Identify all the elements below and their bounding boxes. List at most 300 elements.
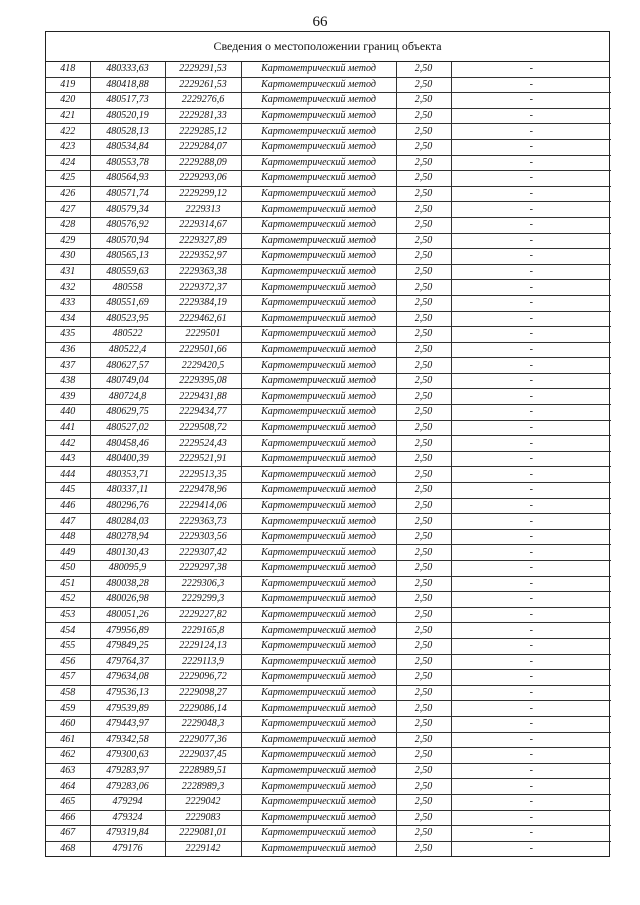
x-coordinate-cell: 479536,13 bbox=[90, 685, 165, 701]
y-coordinate-cell: 2229096,72 bbox=[165, 670, 241, 686]
table-row bbox=[46, 545, 611, 561]
y-coordinate-cell: 2229086,14 bbox=[165, 701, 241, 717]
x-coordinate-cell: 479319,84 bbox=[90, 826, 165, 842]
table-row bbox=[46, 685, 611, 701]
x-coordinate-cell: 480558 bbox=[90, 280, 165, 296]
point-number-cell: 457 bbox=[46, 670, 90, 686]
x-coordinate-cell: 479956,89 bbox=[90, 623, 165, 639]
note-cell: - bbox=[451, 592, 611, 608]
table-row bbox=[46, 327, 611, 343]
accuracy-cell: 2,50 bbox=[396, 716, 451, 732]
x-coordinate-cell: 480528,13 bbox=[90, 124, 165, 140]
note-cell: - bbox=[451, 763, 611, 779]
method-cell: Картометрический метод bbox=[241, 171, 396, 187]
y-coordinate-cell: 2229524,43 bbox=[165, 436, 241, 452]
point-number-cell: 421 bbox=[46, 108, 90, 124]
accuracy-cell: 2,50 bbox=[396, 514, 451, 530]
note-cell: - bbox=[451, 342, 611, 358]
note-cell: - bbox=[451, 373, 611, 389]
accuracy-cell: 2,50 bbox=[396, 748, 451, 764]
point-number-cell: 451 bbox=[46, 576, 90, 592]
point-number-cell: 420 bbox=[46, 93, 90, 109]
point-number-cell: 418 bbox=[46, 62, 90, 77]
table-row bbox=[46, 763, 611, 779]
point-number-cell: 464 bbox=[46, 779, 90, 795]
table-row bbox=[46, 373, 611, 389]
method-cell: Картометрический метод bbox=[241, 576, 396, 592]
y-coordinate-cell: 2229297,38 bbox=[165, 561, 241, 577]
accuracy-cell: 2,50 bbox=[396, 451, 451, 467]
method-cell: Картометрический метод bbox=[241, 155, 396, 171]
method-cell: Картометрический метод bbox=[241, 202, 396, 218]
y-coordinate-cell: 2229165,8 bbox=[165, 623, 241, 639]
method-cell: Картометрический метод bbox=[241, 592, 396, 608]
table-row bbox=[46, 202, 611, 218]
method-cell: Картометрический метод bbox=[241, 670, 396, 686]
point-number-cell: 444 bbox=[46, 467, 90, 483]
note-cell: - bbox=[451, 171, 611, 187]
accuracy-cell: 2,50 bbox=[396, 732, 451, 748]
note-cell: - bbox=[451, 108, 611, 124]
x-coordinate-cell: 480570,94 bbox=[90, 233, 165, 249]
note-cell: - bbox=[451, 826, 611, 842]
accuracy-cell: 2,50 bbox=[396, 483, 451, 499]
x-coordinate-cell: 480523,95 bbox=[90, 311, 165, 327]
x-coordinate-cell: 479324 bbox=[90, 810, 165, 826]
x-coordinate-cell: 480026,98 bbox=[90, 592, 165, 608]
table-row bbox=[46, 451, 611, 467]
method-cell: Картометрический метод bbox=[241, 405, 396, 421]
table-row bbox=[46, 124, 611, 140]
method-cell: Картометрический метод bbox=[241, 794, 396, 810]
accuracy-cell: 2,50 bbox=[396, 186, 451, 202]
point-number-cell: 439 bbox=[46, 389, 90, 405]
accuracy-cell: 2,50 bbox=[396, 607, 451, 623]
point-number-cell: 467 bbox=[46, 826, 90, 842]
method-cell: Картометрический метод bbox=[241, 373, 396, 389]
y-coordinate-cell: 2229501,66 bbox=[165, 342, 241, 358]
table-row bbox=[46, 748, 611, 764]
method-cell: Картометрический метод bbox=[241, 108, 396, 124]
accuracy-cell: 2,50 bbox=[396, 373, 451, 389]
accuracy-cell: 2,50 bbox=[396, 701, 451, 717]
point-number-cell: 446 bbox=[46, 498, 90, 514]
x-coordinate-cell: 480095,9 bbox=[90, 561, 165, 577]
table-row bbox=[46, 576, 611, 592]
accuracy-cell: 2,50 bbox=[396, 139, 451, 155]
method-cell: Картометрический метод bbox=[241, 93, 396, 109]
note-cell: - bbox=[451, 93, 611, 109]
method-cell: Картометрический метод bbox=[241, 716, 396, 732]
point-number-cell: 436 bbox=[46, 342, 90, 358]
x-coordinate-cell: 480576,92 bbox=[90, 217, 165, 233]
y-coordinate-cell: 2229501 bbox=[165, 327, 241, 343]
table-row bbox=[46, 249, 611, 265]
method-cell: Картометрический метод bbox=[241, 311, 396, 327]
point-number-cell: 441 bbox=[46, 420, 90, 436]
x-coordinate-cell: 480629,75 bbox=[90, 405, 165, 421]
x-coordinate-cell: 480627,57 bbox=[90, 358, 165, 374]
note-cell: - bbox=[451, 498, 611, 514]
accuracy-cell: 2,50 bbox=[396, 202, 451, 218]
point-number-cell: 424 bbox=[46, 155, 90, 171]
point-number-cell: 454 bbox=[46, 623, 90, 639]
accuracy-cell: 2,50 bbox=[396, 685, 451, 701]
x-coordinate-cell: 479176 bbox=[90, 841, 165, 856]
y-coordinate-cell: 2229113,9 bbox=[165, 654, 241, 670]
table-row bbox=[46, 779, 611, 795]
accuracy-cell: 2,50 bbox=[396, 108, 451, 124]
y-coordinate-cell: 2229293,06 bbox=[165, 171, 241, 187]
point-number-cell: 434 bbox=[46, 311, 90, 327]
point-number-cell: 448 bbox=[46, 529, 90, 545]
note-cell: - bbox=[451, 779, 611, 795]
point-number-cell: 432 bbox=[46, 280, 90, 296]
table-row bbox=[46, 623, 611, 639]
table-row bbox=[46, 405, 611, 421]
accuracy-cell: 2,50 bbox=[396, 405, 451, 421]
table-row bbox=[46, 295, 611, 311]
y-coordinate-cell: 2229299,12 bbox=[165, 186, 241, 202]
y-coordinate-cell: 2229284,07 bbox=[165, 139, 241, 155]
accuracy-cell: 2,50 bbox=[396, 420, 451, 436]
table-row bbox=[46, 217, 611, 233]
accuracy-cell: 2,50 bbox=[396, 389, 451, 405]
method-cell: Картометрический метод bbox=[241, 217, 396, 233]
point-number-cell: 427 bbox=[46, 202, 90, 218]
y-coordinate-cell: 2229261,53 bbox=[165, 77, 241, 93]
table-row bbox=[46, 280, 611, 296]
table-row bbox=[46, 794, 611, 810]
method-cell: Картометрический метод bbox=[241, 264, 396, 280]
y-coordinate-cell: 2229313 bbox=[165, 202, 241, 218]
point-number-cell: 463 bbox=[46, 763, 90, 779]
y-coordinate-cell: 2229414,06 bbox=[165, 498, 241, 514]
y-coordinate-cell: 2229314,67 bbox=[165, 217, 241, 233]
note-cell: - bbox=[451, 794, 611, 810]
x-coordinate-cell: 480418,88 bbox=[90, 77, 165, 93]
method-cell: Картометрический метод bbox=[241, 607, 396, 623]
y-coordinate-cell: 2229462,61 bbox=[165, 311, 241, 327]
note-cell: - bbox=[451, 420, 611, 436]
boundary-table-sheet bbox=[45, 31, 610, 857]
x-coordinate-cell: 479294 bbox=[90, 794, 165, 810]
note-cell: - bbox=[529, 842, 533, 854]
accuracy-cell: 2,50 bbox=[396, 826, 451, 842]
y-coordinate-cell: 2229291,53 bbox=[165, 62, 241, 77]
note-cell: - bbox=[451, 529, 611, 545]
x-coordinate-cell: 480400,39 bbox=[90, 451, 165, 467]
table-row bbox=[46, 389, 611, 405]
accuracy-cell: 2,50 bbox=[396, 280, 451, 296]
accuracy-cell: 2,50 bbox=[396, 342, 451, 358]
x-coordinate-cell: 480553,78 bbox=[90, 155, 165, 171]
point-number-cell: 430 bbox=[46, 249, 90, 265]
table-row bbox=[46, 670, 611, 686]
note-cell: - bbox=[451, 810, 611, 826]
point-number-cell: 468 bbox=[46, 841, 90, 856]
point-number-cell: 438 bbox=[46, 373, 90, 389]
table-row bbox=[46, 171, 611, 187]
point-number-cell: 461 bbox=[46, 732, 90, 748]
accuracy-cell: 2,50 bbox=[396, 436, 451, 452]
y-coordinate-cell: 2228989,3 bbox=[165, 779, 241, 795]
y-coordinate-cell: 2229306,3 bbox=[165, 576, 241, 592]
accuracy-cell: 2,50 bbox=[396, 327, 451, 343]
note-cell: - bbox=[451, 233, 611, 249]
note-cell: - bbox=[451, 202, 611, 218]
accuracy-cell: 2,50 bbox=[396, 124, 451, 140]
accuracy-cell: 2,50 bbox=[396, 358, 451, 374]
table-row bbox=[46, 311, 611, 327]
note-cell: - bbox=[451, 389, 611, 405]
x-coordinate-cell: 479849,25 bbox=[90, 638, 165, 654]
table-row bbox=[46, 607, 611, 623]
note-cell: - bbox=[451, 217, 611, 233]
accuracy-cell: 2,50 bbox=[396, 794, 451, 810]
accuracy-cell: 2,50 bbox=[396, 498, 451, 514]
accuracy-cell: 2,50 bbox=[396, 171, 451, 187]
y-coordinate-cell: 2229142 bbox=[165, 841, 241, 856]
page-number: 66 bbox=[312, 14, 328, 30]
note-cell: - bbox=[451, 405, 611, 421]
table-row bbox=[46, 467, 611, 483]
x-coordinate-cell: 480522,4 bbox=[90, 342, 165, 358]
table-row bbox=[46, 233, 611, 249]
y-coordinate-cell: 2229508,72 bbox=[165, 420, 241, 436]
method-cell: Картометрический метод bbox=[241, 451, 396, 467]
accuracy-cell: 2,50 bbox=[396, 264, 451, 280]
y-coordinate-cell: 2229281,33 bbox=[165, 108, 241, 124]
y-coordinate-cell: 2229384,19 bbox=[165, 295, 241, 311]
x-coordinate-cell: 480284,03 bbox=[90, 514, 165, 530]
y-coordinate-cell: 2229307,42 bbox=[165, 545, 241, 561]
accuracy-cell: 2,50 bbox=[396, 249, 451, 265]
method-cell: Картометрический метод bbox=[241, 436, 396, 452]
note-cell: - bbox=[451, 249, 611, 265]
method-cell: Картометрический метод bbox=[241, 483, 396, 499]
x-coordinate-cell: 480278,94 bbox=[90, 529, 165, 545]
x-coordinate-cell: 480296,76 bbox=[90, 498, 165, 514]
note-cell: - bbox=[451, 186, 611, 202]
accuracy-cell: 2,50 bbox=[396, 654, 451, 670]
y-coordinate-cell: 2229431,88 bbox=[165, 389, 241, 405]
note-cell: - bbox=[451, 62, 611, 77]
y-coordinate-cell: 2229227,82 bbox=[165, 607, 241, 623]
y-coordinate-cell: 2229042 bbox=[165, 794, 241, 810]
table-row bbox=[46, 436, 611, 452]
table-row bbox=[46, 732, 611, 748]
point-number-cell: 437 bbox=[46, 358, 90, 374]
note-cell: - bbox=[451, 654, 611, 670]
accuracy-cell: 2,50 bbox=[396, 311, 451, 327]
x-coordinate-cell: 480337,11 bbox=[90, 483, 165, 499]
coordinates-table-body bbox=[46, 62, 611, 856]
method-cell: Картометрический метод bbox=[241, 732, 396, 748]
table-row bbox=[46, 108, 611, 124]
table-row bbox=[46, 654, 611, 670]
note-cell: - bbox=[451, 685, 611, 701]
point-number-cell: 449 bbox=[46, 545, 90, 561]
note-cell: - bbox=[451, 701, 611, 717]
table-row bbox=[46, 420, 611, 436]
x-coordinate-cell: 480749,04 bbox=[90, 373, 165, 389]
note-cell: - bbox=[451, 327, 611, 343]
point-number-cell: 431 bbox=[46, 264, 90, 280]
point-number-cell: 455 bbox=[46, 638, 90, 654]
method-cell: Картометрический метод bbox=[241, 233, 396, 249]
method-cell: Картометрический метод bbox=[241, 529, 396, 545]
method-cell: Картометрический метод bbox=[241, 295, 396, 311]
accuracy-cell: 2,50 bbox=[396, 763, 451, 779]
point-number-cell: 433 bbox=[46, 295, 90, 311]
y-coordinate-cell: 2229276,6 bbox=[165, 93, 241, 109]
table-row bbox=[46, 155, 611, 171]
method-cell: Картометрический метод bbox=[241, 685, 396, 701]
y-coordinate-cell: 2229048,3 bbox=[165, 716, 241, 732]
method-cell: Картометрический метод bbox=[241, 186, 396, 202]
method-cell: Картометрический метод bbox=[241, 327, 396, 343]
note-cell: - bbox=[451, 545, 611, 561]
table-row bbox=[46, 529, 611, 545]
point-number-cell: 443 bbox=[46, 451, 90, 467]
x-coordinate-cell: 479283,97 bbox=[90, 763, 165, 779]
note-cell: - bbox=[451, 576, 611, 592]
note-cell: - bbox=[451, 139, 611, 155]
method-cell: Картометрический метод bbox=[241, 139, 396, 155]
method-cell: Картометрический метод bbox=[241, 623, 396, 639]
accuracy-cell: 2,50 bbox=[396, 638, 451, 654]
method-cell: Картометрический метод bbox=[241, 701, 396, 717]
y-coordinate-cell: 2229327,89 bbox=[165, 233, 241, 249]
x-coordinate-cell: 480579,34 bbox=[90, 202, 165, 218]
accuracy-cell: 2,50 bbox=[396, 155, 451, 171]
y-coordinate-cell: 2229285,12 bbox=[165, 124, 241, 140]
point-number-cell: 442 bbox=[46, 436, 90, 452]
x-coordinate-cell: 480571,74 bbox=[90, 186, 165, 202]
x-coordinate-cell: 479300,63 bbox=[90, 748, 165, 764]
method-cell: Картометрический метод bbox=[241, 545, 396, 561]
table-row bbox=[46, 62, 611, 77]
table-row bbox=[46, 483, 611, 499]
accuracy-cell: 2,50 bbox=[396, 592, 451, 608]
note-cell: - bbox=[451, 514, 611, 530]
point-number-cell: 447 bbox=[46, 514, 90, 530]
coordinates-table bbox=[46, 62, 611, 856]
x-coordinate-cell: 480038,28 bbox=[90, 576, 165, 592]
note-cell: - bbox=[451, 716, 611, 732]
note-cell: - bbox=[451, 732, 611, 748]
point-number-cell: 422 bbox=[46, 124, 90, 140]
note-cell: - bbox=[451, 264, 611, 280]
accuracy-cell: 2,50 bbox=[396, 217, 451, 233]
note-cell: - bbox=[451, 623, 611, 639]
note-cell: - bbox=[451, 483, 611, 499]
table-row bbox=[46, 93, 611, 109]
y-coordinate-cell: 2229124,13 bbox=[165, 638, 241, 654]
note-cell: - bbox=[451, 155, 611, 171]
note-cell: - bbox=[451, 124, 611, 140]
point-number-cell: 445 bbox=[46, 483, 90, 499]
method-cell: Картометрический метод bbox=[241, 280, 396, 296]
point-number-cell: 452 bbox=[46, 592, 90, 608]
x-coordinate-cell: 480522 bbox=[90, 327, 165, 343]
note-cell: - bbox=[451, 607, 611, 623]
table-row bbox=[46, 592, 611, 608]
x-coordinate-cell: 480353,71 bbox=[90, 467, 165, 483]
accuracy-cell: 2,50 bbox=[396, 77, 451, 93]
point-number-cell: 460 bbox=[46, 716, 90, 732]
y-coordinate-cell: 2229363,73 bbox=[165, 514, 241, 530]
method-cell: Картометрический метод bbox=[241, 62, 396, 77]
x-coordinate-cell: 479764,37 bbox=[90, 654, 165, 670]
y-coordinate-cell: 2228989,51 bbox=[165, 763, 241, 779]
method-cell: Картометрический метод bbox=[241, 249, 396, 265]
method-cell: Картометрический метод bbox=[241, 498, 396, 514]
table-row bbox=[46, 186, 611, 202]
y-coordinate-cell: 2229420,5 bbox=[165, 358, 241, 374]
point-number-cell: 465 bbox=[46, 794, 90, 810]
point-number-cell: 423 bbox=[46, 139, 90, 155]
y-coordinate-cell: 2229288,09 bbox=[165, 155, 241, 171]
point-number-cell: 419 bbox=[46, 77, 90, 93]
accuracy-cell: 2,50 bbox=[396, 670, 451, 686]
y-coordinate-cell: 2229081,01 bbox=[165, 826, 241, 842]
table-row bbox=[46, 701, 611, 717]
note-cell: - bbox=[451, 280, 611, 296]
note-cell: - bbox=[451, 748, 611, 764]
y-coordinate-cell: 2229513,35 bbox=[165, 467, 241, 483]
x-coordinate-cell: 480551,69 bbox=[90, 295, 165, 311]
table-row bbox=[46, 514, 611, 530]
note-cell: - bbox=[451, 467, 611, 483]
y-coordinate-cell: 2229363,38 bbox=[165, 264, 241, 280]
accuracy-cell: 2,50 bbox=[396, 623, 451, 639]
point-number-cell: 453 bbox=[46, 607, 90, 623]
y-coordinate-cell: 2229303,56 bbox=[165, 529, 241, 545]
table-row bbox=[46, 716, 611, 732]
x-coordinate-cell: 480565,13 bbox=[90, 249, 165, 265]
method-cell: Картометрический метод bbox=[241, 779, 396, 795]
accuracy-cell: 2,50 bbox=[396, 62, 451, 77]
x-coordinate-cell: 480520,19 bbox=[90, 108, 165, 124]
accuracy-cell: 2,50 bbox=[396, 295, 451, 311]
note-cell: - bbox=[451, 670, 611, 686]
accuracy-cell: 2,50 bbox=[396, 841, 451, 856]
method-cell: Картометрический метод bbox=[241, 77, 396, 93]
y-coordinate-cell: 2229478,96 bbox=[165, 483, 241, 499]
point-number-cell: 429 bbox=[46, 233, 90, 249]
accuracy-cell: 2,50 bbox=[396, 561, 451, 577]
x-coordinate-cell: 480130,43 bbox=[90, 545, 165, 561]
table-row bbox=[46, 342, 611, 358]
y-coordinate-cell: 2229037,45 bbox=[165, 748, 241, 764]
point-number-cell: 425 bbox=[46, 171, 90, 187]
method-cell: Картометрический метод bbox=[241, 467, 396, 483]
y-coordinate-cell: 2229521,91 bbox=[165, 451, 241, 467]
x-coordinate-cell: 479342,58 bbox=[90, 732, 165, 748]
note-cell: - bbox=[451, 77, 611, 93]
x-coordinate-cell: 480724,8 bbox=[90, 389, 165, 405]
method-cell: Картометрический метод bbox=[241, 358, 396, 374]
method-cell: Картометрический метод bbox=[241, 638, 396, 654]
note-cell: - bbox=[451, 451, 611, 467]
x-coordinate-cell: 479443,97 bbox=[90, 716, 165, 732]
point-number-cell: 459 bbox=[46, 701, 90, 717]
method-cell: Картометрический метод bbox=[241, 561, 396, 577]
y-coordinate-cell: 2229083 bbox=[165, 810, 241, 826]
accuracy-cell: 2,50 bbox=[396, 233, 451, 249]
